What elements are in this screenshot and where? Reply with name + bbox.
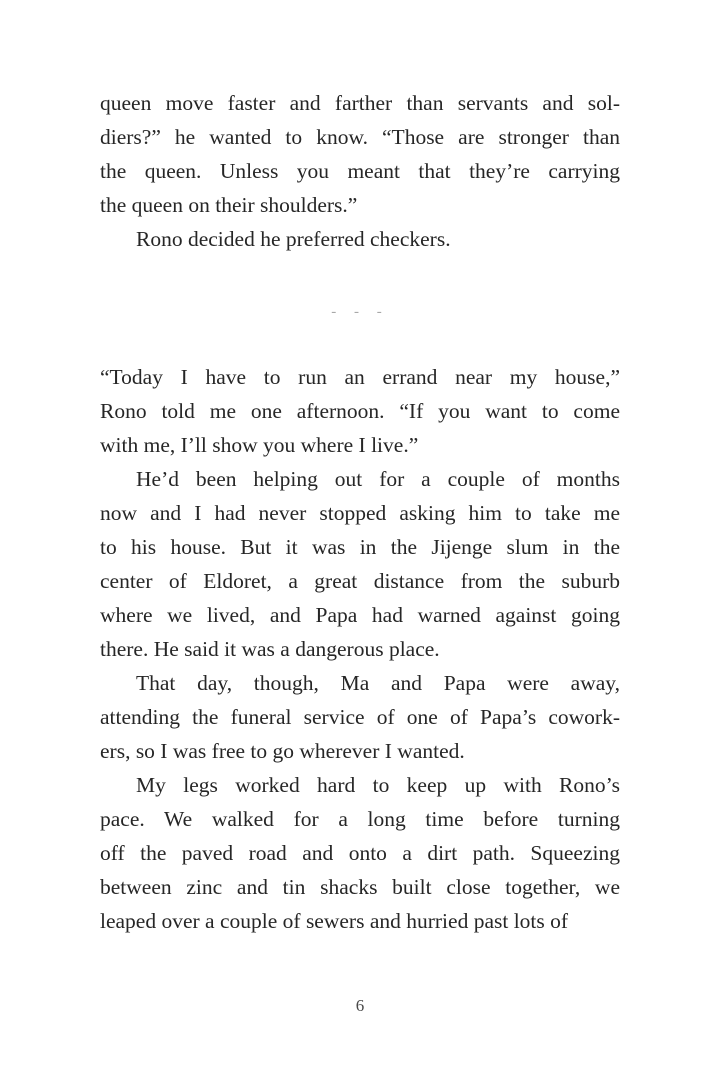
paragraph: [100, 462, 620, 666]
text-line: attending the funeral service of one of Papa’s cowork-: [100, 705, 620, 729]
section-break-ornament: - - -: [331, 304, 389, 320]
text-line: pace. We walked for a long time before turning: [100, 807, 620, 831]
text-line: “Today I have to run an errand near my house,”: [100, 365, 620, 389]
text-line: where we lived, and Papa had warned against going: [100, 603, 620, 627]
text-line: off the paved road and onto a dirt path. Squeezing: [100, 841, 620, 865]
paragraph: [100, 768, 620, 938]
text-line: My legs worked hard to keep up with Rono’s: [136, 773, 620, 797]
text-line: the queen on their shoulders.”: [100, 193, 358, 217]
text-line: there. He said it was a dangerous place.: [100, 637, 440, 661]
text-line: between zinc and tin shacks built close together, we: [100, 875, 620, 899]
text-line: Rono decided he preferred checkers.: [136, 227, 451, 251]
text-line: with me, I’ll show you where I live.”: [100, 433, 419, 457]
text-block: [100, 86, 620, 938]
text-line: He’d been helping out for a couple of months: [136, 467, 620, 491]
text-line: the queen. Unless you meant that they’re carrying: [100, 159, 620, 183]
text-line: That day, though, Ma and Papa were away,: [136, 671, 620, 695]
text-line: center of Eldoret, a great distance from the suburb: [100, 569, 620, 593]
text-line: Rono told me one afternoon. “If you want to come: [100, 399, 620, 423]
text-line: ers, so I was free to go wherever I wanted.: [100, 739, 465, 763]
page-number: 6: [355, 996, 365, 1015]
text-line: now and I had never stopped asking him to take me: [100, 501, 620, 525]
text-line: to his house. But it was in the Jijenge slum in the: [100, 535, 620, 559]
paragraph: [100, 222, 620, 256]
paragraph: [100, 666, 620, 768]
text-line: queen move faster and farther than servants and sol-: [100, 91, 620, 115]
text-line: diers?” he wanted to know. “Those are stronger than: [100, 125, 620, 149]
paragraph: [100, 360, 620, 462]
paragraph: [100, 86, 620, 222]
text-line: leaped over a couple of sewers and hurried past lots of: [100, 909, 569, 933]
